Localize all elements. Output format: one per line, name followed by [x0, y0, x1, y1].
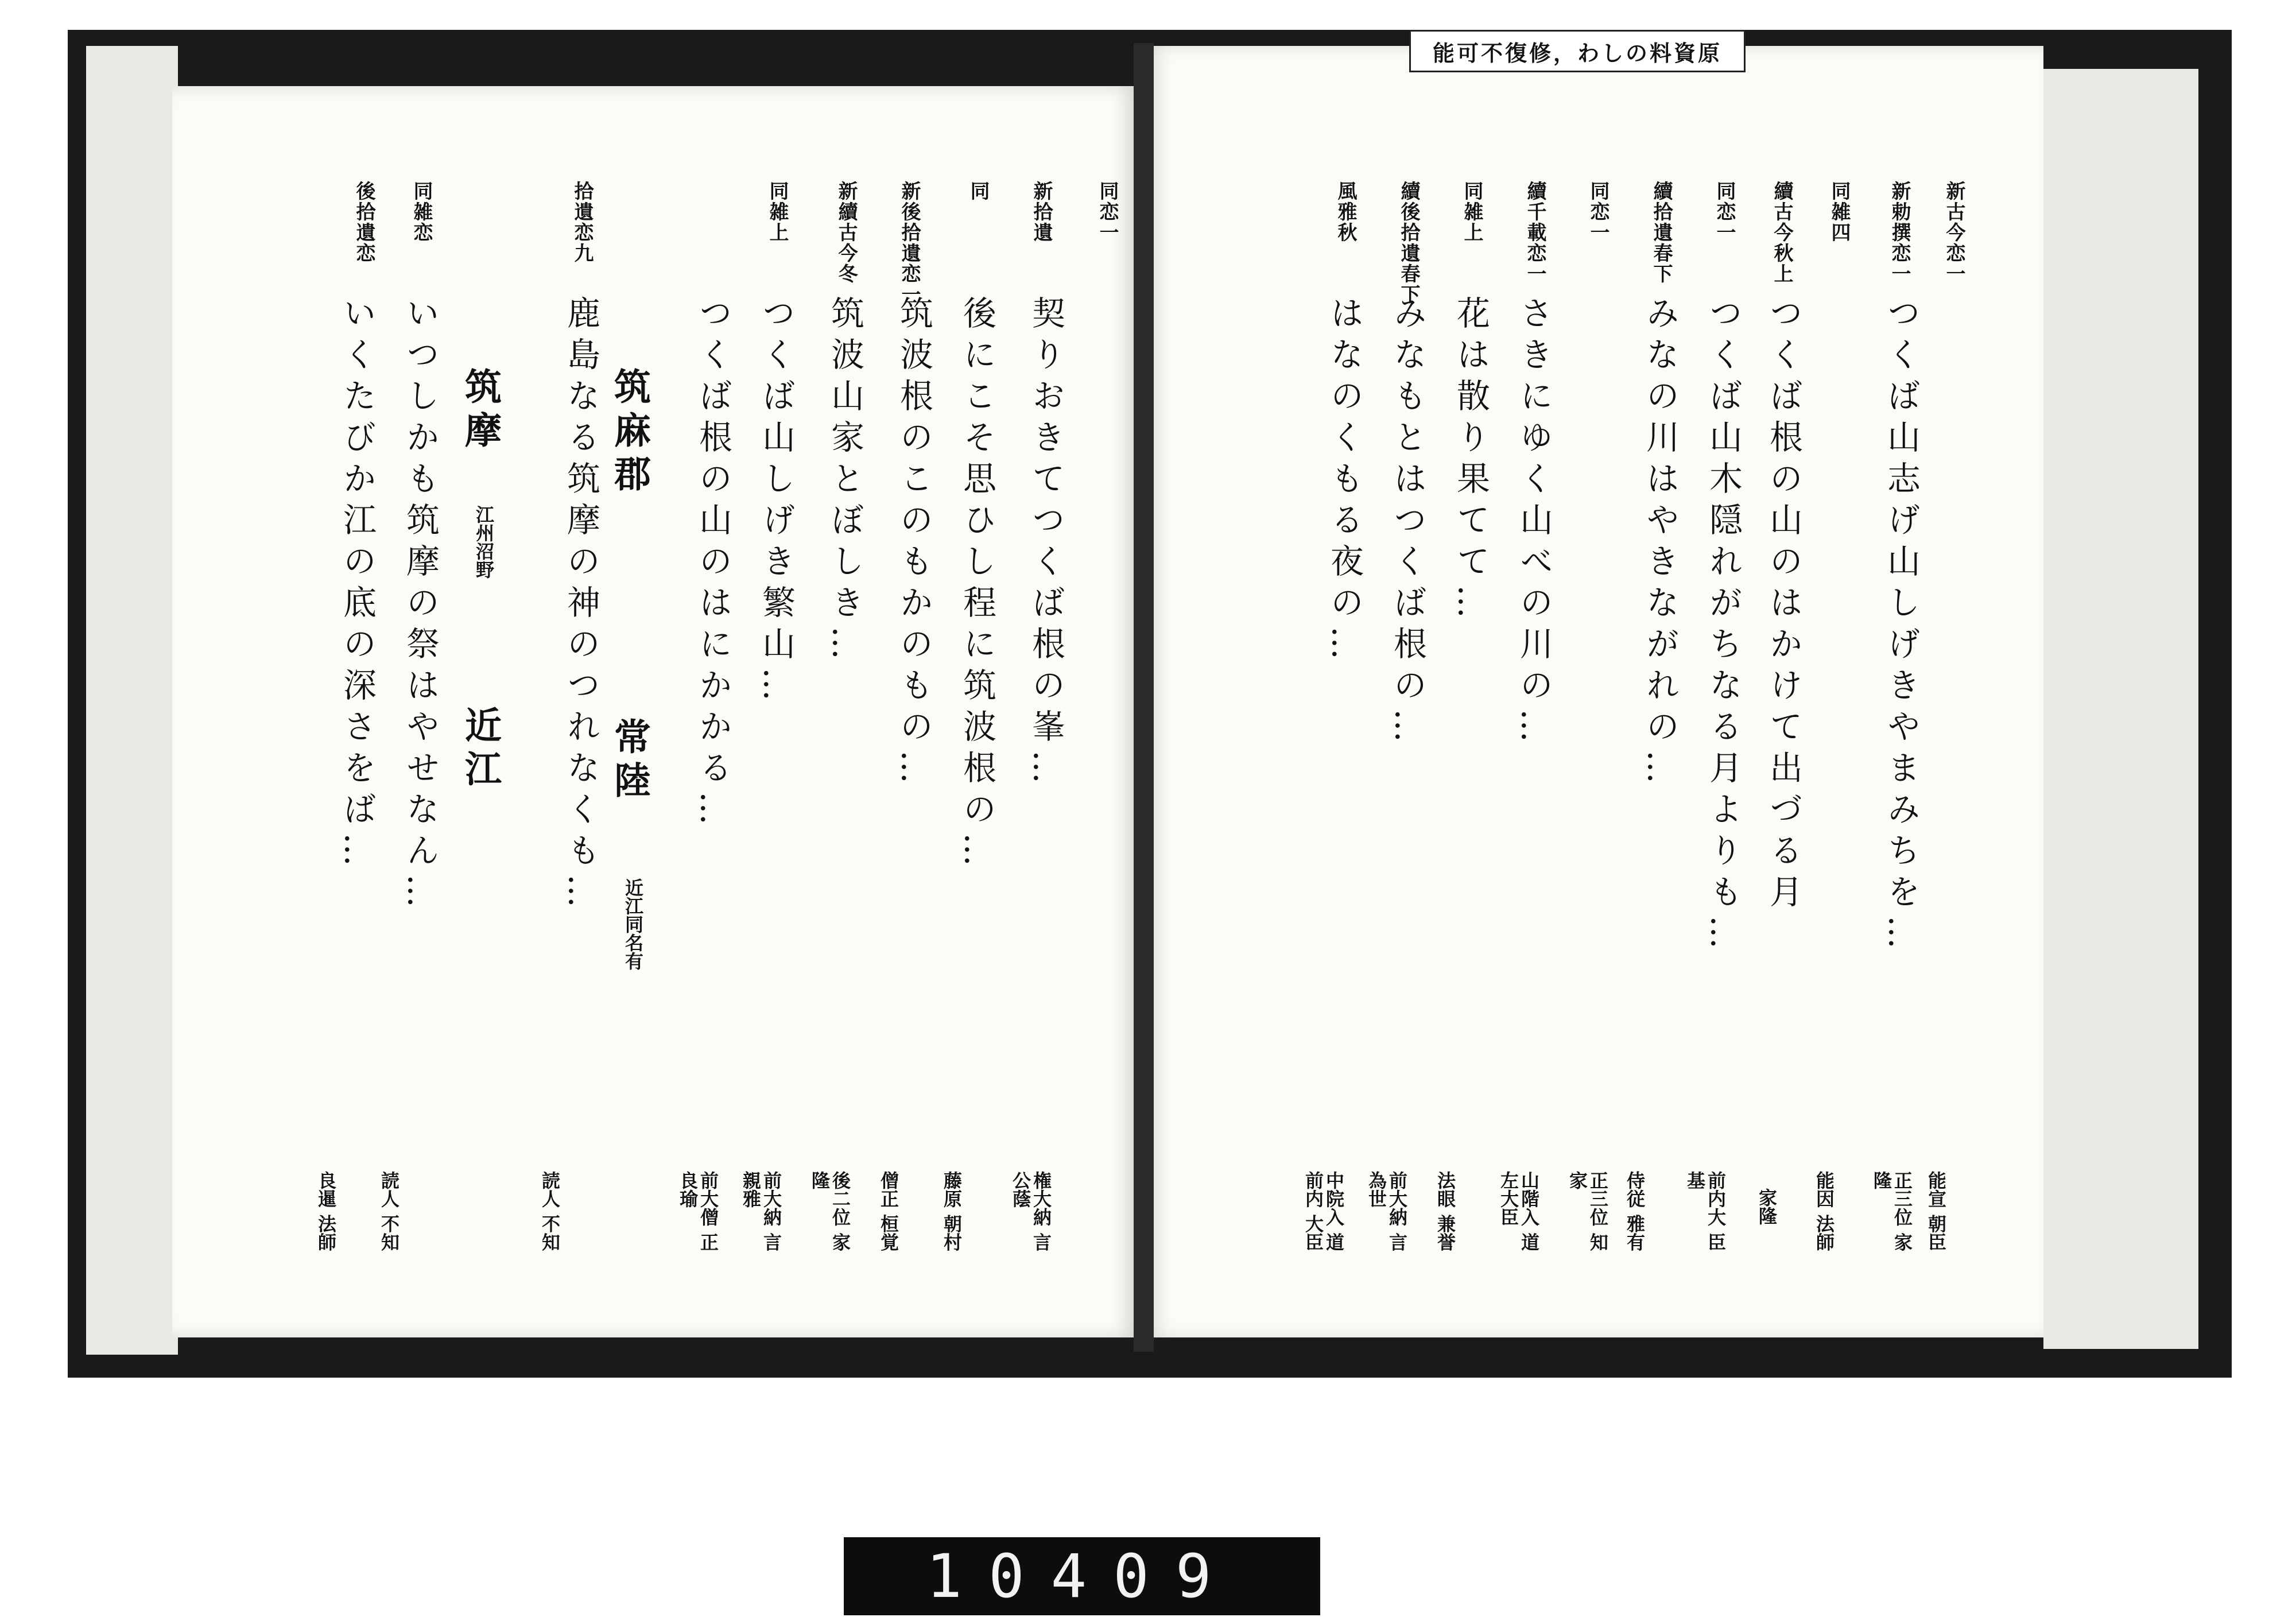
- left-page-author-column: 後二位 家隆: [809, 1171, 851, 1251]
- right-page-author-column: 前内大 臣基: [1684, 1171, 1727, 1251]
- right-page-src-column: 同雑四: [1828, 181, 1851, 243]
- right-page-edge: [2043, 69, 2198, 1349]
- right-page-src-column: 續後拾遺春下: [1397, 181, 1420, 305]
- right-page-author-column: 前大納 言為世: [1366, 1171, 1408, 1251]
- right-page-author-column: 侍従 雅有: [1624, 1171, 1646, 1251]
- right-page-src-column: 續千載恋一: [1523, 181, 1546, 284]
- right-page-poem-column: つくば山志げ山しげきやまみちを…: [1882, 296, 1921, 957]
- left-page-poem-column: いくたびか江の底の深さをば…: [338, 296, 377, 874]
- left-page-src-column: 同恋一: [1096, 181, 1119, 243]
- left-page-src-column: 同雑恋: [410, 181, 433, 243]
- left-page-author-column: 藤原 朝村: [941, 1171, 963, 1251]
- left-page-src-column: 新拾遺: [1030, 181, 1053, 243]
- left-page-author-column: 僧正 桓覚: [878, 1171, 899, 1251]
- right-page-poem-column: つくば根の山のはかけて出づる月: [1764, 296, 1803, 916]
- right-page-src-column: 同恋一: [1713, 181, 1736, 243]
- left-page-poem-column: 鹿島なる筑摩の神のつれなくも…: [561, 296, 600, 916]
- left-page-place-column: 筑麻郡: [608, 367, 651, 498]
- left-page-poem-column: 筑波山家とぼしき…: [825, 296, 864, 668]
- left-page-poem-column: 契りおきてつくば根の峯…: [1026, 296, 1065, 792]
- left-page-author-column: 権大納 言公蔭: [1010, 1171, 1052, 1251]
- right-page-src-column: 新古今恋一: [1942, 181, 1965, 284]
- microfilm-frame-number: [844, 1537, 1320, 1615]
- left-page-edge: [86, 46, 178, 1355]
- damage-notice-label: 原資料のしわ，修復不可能: [1409, 30, 1746, 72]
- right-page-poem-column: はなのくもる夜の…: [1325, 296, 1364, 668]
- left-page-poem-column: 後にこそ思ひし程に筑波根の…: [957, 296, 996, 874]
- left-page-poem-column: つくば根の山のはにかかる…: [693, 296, 732, 833]
- book-gutter: [1134, 43, 1154, 1352]
- right-page-author-column: 能因 法師: [1813, 1171, 1835, 1251]
- right-page-poem-column: さきにゆく山べの川の…: [1514, 296, 1553, 750]
- right-page-author-column: 山階入 道左大臣: [1498, 1171, 1540, 1251]
- right-page-src-column: 續古今秋上: [1770, 181, 1793, 284]
- right-page-poem-column: つくば山木隠れがちなる月よりも…: [1704, 296, 1743, 957]
- left-page-author-column: 良暹 法師: [315, 1171, 337, 1251]
- left-page-poem-column: つくば山しげき繁山…: [757, 296, 796, 709]
- right-page-src-column: 新勅撰恋一: [1888, 181, 1911, 284]
- left-page-author-column: 読人 不知: [378, 1171, 400, 1251]
- left-page-src-column: 後拾遺恋: [352, 181, 375, 263]
- left-page-poem-column: 筑波根のこのもかのもの…: [894, 296, 933, 792]
- right-page-author-column: 中院入 道前内 大臣: [1302, 1171, 1345, 1251]
- right-page-src-column: 同恋一: [1587, 181, 1609, 243]
- left-page-src-column: 同: [967, 181, 990, 201]
- right-page-src-column: 同雑上: [1460, 181, 1483, 243]
- left-page-author-column: 読人 不知: [539, 1171, 561, 1251]
- right-page-author-column: 能宣 朝臣: [1925, 1171, 1947, 1251]
- right-page-poem-column: 花は散り果てて…: [1451, 296, 1490, 626]
- left-page-place-column: 筑摩: [459, 367, 502, 455]
- right-page-poem-column: みなもとはつくば根の…: [1388, 296, 1427, 750]
- left-page-place-column: 常陸: [608, 718, 651, 805]
- left-page-note-column: 江州沼野: [473, 505, 495, 579]
- left-page-src-column: 拾遺恋九: [571, 181, 594, 263]
- left-page-src-column: 同雑上: [766, 181, 789, 243]
- frame-number-text: 10409: [926, 1541, 1238, 1611]
- left-page-place-column: 近江: [459, 706, 502, 793]
- left-page-src-column: 新後拾遺恋一: [898, 181, 921, 305]
- right-page-poem-column: みなの川はやきながれの…: [1640, 296, 1680, 792]
- right-page-author-column: 正三位 家隆: [1871, 1171, 1913, 1251]
- right-page-author-column: 正三位 知家: [1566, 1171, 1609, 1251]
- right-page-src-column: 續拾遺春下: [1650, 181, 1673, 284]
- left-page-poem-column: いつしかも筑摩の祭はやせなん…: [401, 296, 440, 916]
- left-page-author-column: 前大納 言親雅: [740, 1171, 782, 1251]
- right-page-src-column: 風雅秋: [1334, 181, 1357, 243]
- left-page-note-column: 近江同名有: [622, 878, 644, 970]
- left-page-author-column: 前大僧 正良瑜: [677, 1171, 719, 1251]
- right-page-author-column: 家隆: [1756, 1188, 1778, 1225]
- right-page-author-column: 法眼 兼誉: [1434, 1171, 1456, 1251]
- left-page-src-column: 新續古今冬: [835, 181, 858, 284]
